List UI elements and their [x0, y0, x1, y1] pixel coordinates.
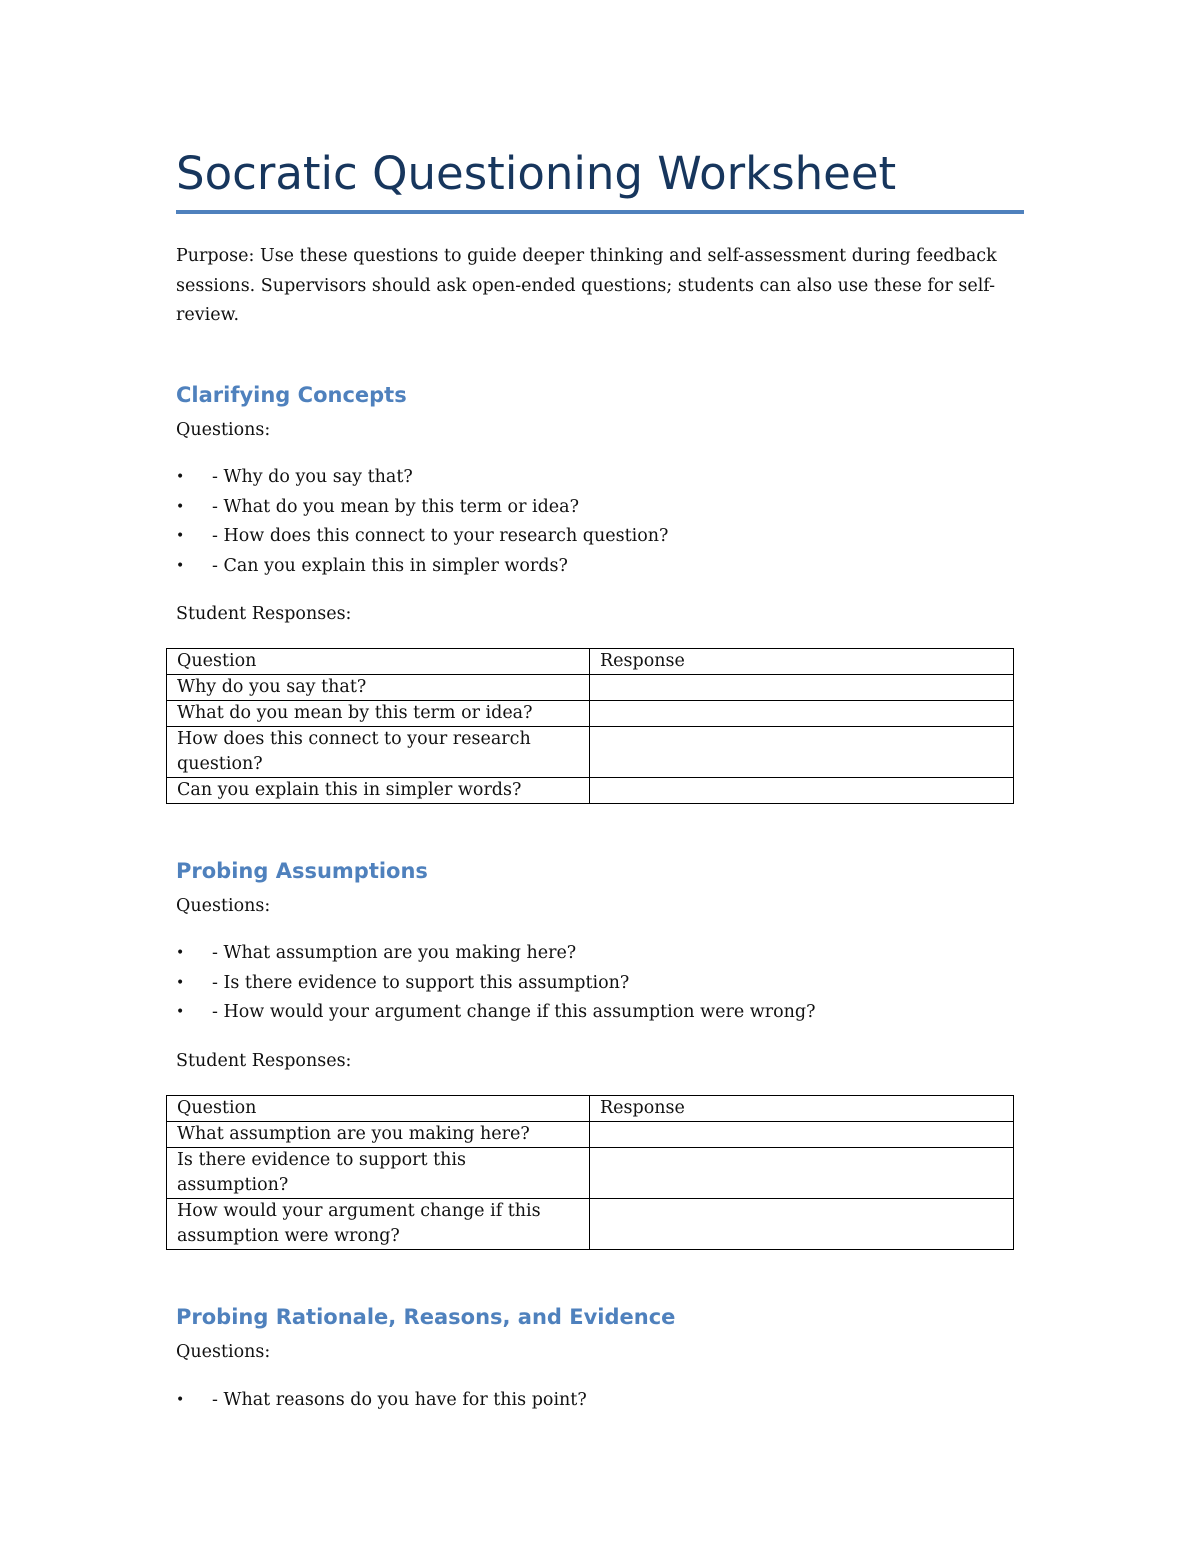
student-responses-label: Student Responses:: [176, 1051, 352, 1071]
section-heading-probing-rationale: Probing Rationale, Reasons, and Evidence: [176, 1305, 676, 1329]
table-header-row: [167, 1096, 1014, 1122]
questions-label: Questions:: [176, 420, 271, 440]
question-cell: How does this connect to your research question?: [167, 727, 590, 778]
bullet-icon: •: [176, 557, 185, 574]
table-row: [167, 1199, 1014, 1250]
questions-label: Questions:: [176, 1342, 271, 1362]
questions-label: Questions:: [176, 896, 271, 916]
response-cell[interactable]: [590, 727, 1014, 778]
bullet-icon: •: [176, 469, 185, 485]
section-heading-clarifying-concepts: Clarifying Concepts: [176, 383, 407, 407]
table-header-row: [167, 649, 1014, 675]
title-underline: [176, 210, 1024, 214]
response-cell[interactable]: [590, 1122, 1014, 1148]
table-row: [167, 701, 1014, 727]
page-title: Socratic Questioning Worksheet: [176, 147, 897, 200]
bullet-icon: •: [176, 498, 185, 515]
table-header-question: Question: [167, 649, 590, 675]
response-cell[interactable]: [590, 1199, 1014, 1250]
bullet-icon: •: [176, 528, 185, 544]
bullet-icon: •: [176, 974, 185, 991]
question-cell: What do you mean by this term or idea?: [167, 701, 590, 727]
table-row: [167, 675, 1014, 701]
question-cell: Can you explain this in simpler words?: [167, 778, 590, 804]
table-header-response: Response: [590, 649, 1014, 675]
response-cell[interactable]: [590, 1148, 1014, 1199]
question-cell: Why do you say that?: [167, 675, 590, 701]
student-responses-label: Student Responses:: [176, 604, 352, 624]
table-header-response: Response: [590, 1096, 1014, 1122]
table-row: [167, 1122, 1014, 1148]
table-row: [167, 1148, 1014, 1199]
section-heading-probing-assumptions: Probing Assumptions: [176, 859, 428, 883]
table-row: [167, 727, 1014, 778]
table-row: [167, 778, 1014, 804]
purpose-paragraph: Purpose: Use these questions to guide deeper thinking and self-assessment during feedback sessions. Supervisors should ask open-ended questions; students can also use these for self-review.: [176, 246, 997, 325]
response-cell[interactable]: [590, 778, 1014, 804]
question-cell: How would your argument change if this assumption were wrong?: [167, 1199, 590, 1250]
bullet-icon: •: [176, 1004, 185, 1020]
response-cell[interactable]: [590, 701, 1014, 727]
bullet-icon: •: [176, 945, 185, 961]
response-cell[interactable]: [590, 675, 1014, 701]
question-cell: What assumption are you making here?: [167, 1122, 590, 1148]
bullet-icon: •: [176, 1392, 185, 1408]
responses-table: [166, 1095, 1014, 1250]
responses-table: [166, 648, 1014, 804]
question-cell: Is there evidence to support this assumption?: [167, 1148, 590, 1199]
table-header-question: Question: [167, 1096, 590, 1122]
worksheet-page: Socratic Questioning Worksheet Purpose: Use these questions to guide deeper thinking and self-assessment during feedback sessions. Supervisors should ask open-ended questions; students can also use these for self-review. Clarifying Concepts Questions: • - Why do you say that? • - What do you mean by this term or idea? • - How does this connect to your research question? • - Can you explain this in simpler words? Student Responses: Question Response Why do you say that? What do you mean by this term or idea? How does this connect to your research question? Can you explain this in simpler words? Probing Assumptions Questions: • - What assumption are you making here? • - Is there evidence to support this assumption? • - How would your argument change if this assumption were wrong? Student Responses: Question Response What assumption are you making here? Is there evidence to support this assumption? How would your argument change if this assumption were wrong? Probing Rationale, Reasons, and Evidence Questions: • - What reasons do you have for this point?: [0, 0, 1200, 1553]
